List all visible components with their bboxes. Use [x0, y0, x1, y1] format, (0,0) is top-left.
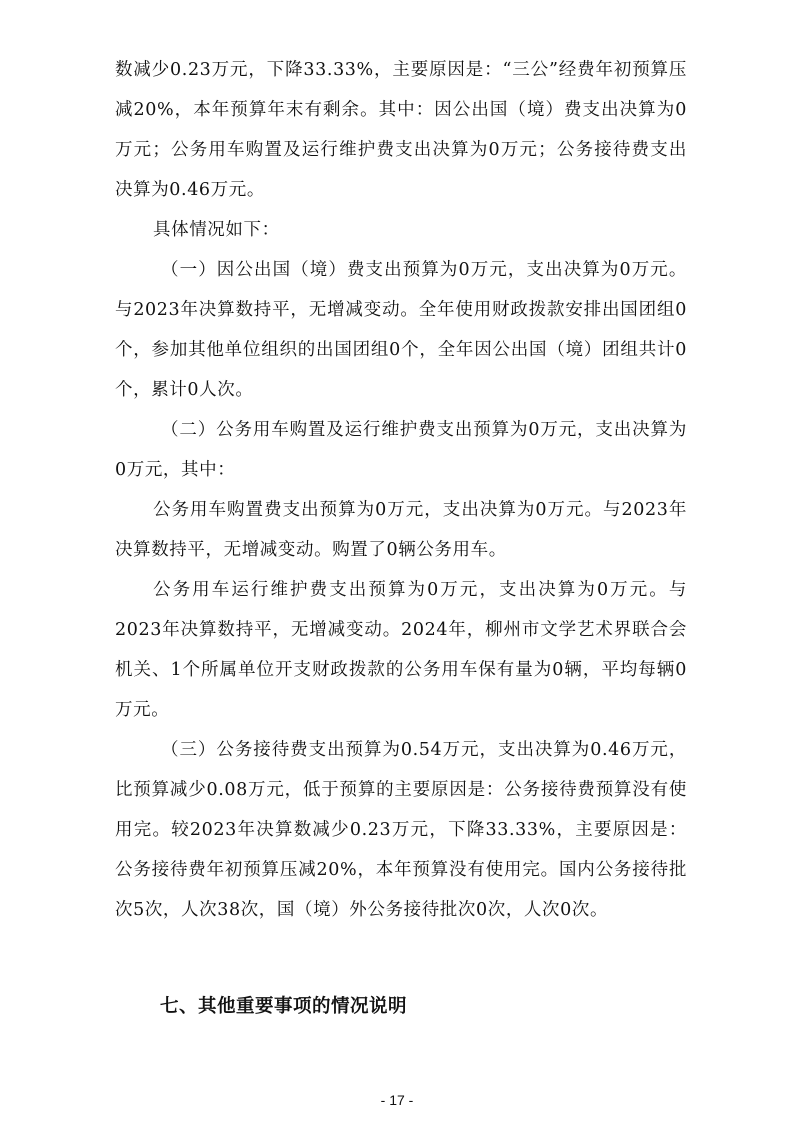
paragraph-three-public-expense-summary: 数减少0.23万元，下降33.33%，主要原因是：“三公”经费年初预算压减20%，本年预算年末有剩余。其中：因公出国（境）费支出决算为0万元；公务用车购置及运行维护费支出决算为0万元；公务接待费支出决算为0.46万元。: [115, 60, 687, 200]
paragraph-overseas-travel: （一）因公出国（境）费支出预算为0万元，支出决算为0万元。与2023年决算数持平，无增减变动。全年使用财政拨款安排出国团组0个，参加其他单位组织的出国团组0个，全年因公出国（境）团组共计0个，累计0人次。: [115, 260, 687, 400]
paragraph-reception-expense: （三）公务接待费支出预算为0.54万元，支出决算为0.46万元，比预算减少0.08万元，低于预算的主要原因是：公务接待费预算没有使用完。较2023年决算数减少0.23万元，下降33.33%，主要原因是：公务接待费年初预算压减20%，本年预算没有使用完。国内公务接待批次5次，人次38次，国（境）外公务接待批次0次，人次0次。: [115, 740, 687, 920]
body-text: [115, 50, 687, 930]
paragraph-vehicle-operation: 公务用车运行维护费支出预算为0万元，支出决算为0万元。与2023年决算数持平，无增减变动。2024年，柳州市文学艺术界联合会机关、1个所属单位开支财政拨款的公务用车保有量为0辆，平均每辆0万元。: [115, 580, 687, 720]
paragraph-vehicle-expense: （二）公务用车购置及运行维护费支出预算为0万元，支出决算为0万元，其中：: [115, 420, 687, 480]
paragraph-vehicle-purchase: 公务用车购置费支出预算为0万元，支出决算为0万元。与2023年决算数持平，无增减变动。购置了0辆公务用车。: [115, 500, 687, 560]
section-heading: 七、其他重要事项的情况说明: [160, 996, 408, 1017]
page-number: - 17 -: [380, 1092, 414, 1108]
paragraph-details-intro: 具体情况如下：: [153, 220, 280, 240]
